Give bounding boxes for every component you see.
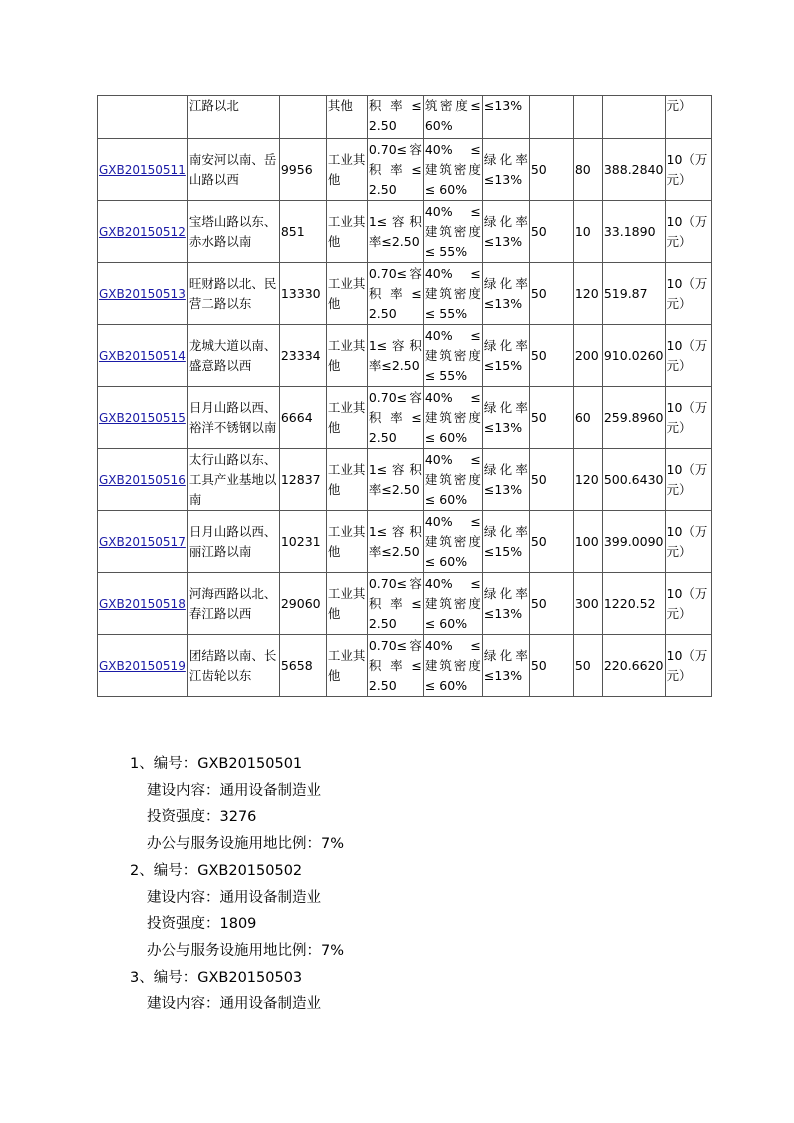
cell-years xyxy=(529,96,573,139)
cell-price: 399.0090 xyxy=(602,511,665,573)
cell-far: 0.70≤容积 率 ≤ 2.50 xyxy=(367,573,423,635)
cell-green: 绿化率≤15% xyxy=(482,325,529,387)
cell-location: 宝塔山路以东、赤水路以南 xyxy=(187,201,279,263)
cell-years: 50 xyxy=(529,573,573,635)
cell-area: 12837 xyxy=(279,449,326,511)
cell-density: 40% ≤ 建筑密度≤ 55% xyxy=(423,201,482,263)
list-detail-line: 建设内容：通用设备制造业 xyxy=(147,782,321,799)
cell-far: 积 率 ≤ 2.50 xyxy=(367,96,423,139)
table-row-continued xyxy=(98,96,712,139)
cell-use: 其他 xyxy=(326,96,367,139)
parcel-code-link[interactable]: GXB20150514 xyxy=(98,325,188,387)
cell-green: 绿化率≤13% xyxy=(482,449,529,511)
cell-density: 40% ≤ 建筑密度≤ 55% xyxy=(423,325,482,387)
cell-area: 6664 xyxy=(279,387,326,449)
cell-deposit: 元） xyxy=(665,96,711,139)
table-row xyxy=(98,449,712,511)
cell-density: 40% ≤ 建筑密度≤ 55% xyxy=(423,263,482,325)
cell-use: 工业其他 xyxy=(326,573,367,635)
table-row xyxy=(98,511,712,573)
cell-deposit: 10（万元） xyxy=(665,325,711,387)
cell-location: 龙城大道以南、盛意路以西 xyxy=(187,325,279,387)
table-row xyxy=(98,573,712,635)
cell-price: 519.87 xyxy=(602,263,665,325)
cell-green: 绿化率≤15% xyxy=(482,511,529,573)
cell-green: 绿化率≤13% xyxy=(482,201,529,263)
cell-location: 河海西路以北、春江路以西 xyxy=(187,573,279,635)
list-detail-line: 办公与服务设施用地比例：7% xyxy=(147,942,345,959)
table-row xyxy=(98,139,712,201)
cell-deposit: 10（万元） xyxy=(665,635,711,697)
cell-far: 1≤容积率≤2.50 xyxy=(367,325,423,387)
cell-deposit: 10（万元） xyxy=(665,201,711,263)
table-body xyxy=(98,96,712,697)
cell-green: 绿化率≤13% xyxy=(482,139,529,201)
list-detail-line: 办公与服务设施用地比例：7% xyxy=(147,836,345,853)
cell-density: 40% ≤ 建筑密度≤ 60% xyxy=(423,635,482,697)
cell-count: 300 xyxy=(573,573,602,635)
cell-green: 绿化率≤13% xyxy=(482,263,529,325)
list-detail-line: 投资强度：3276 xyxy=(147,809,257,826)
table-row xyxy=(98,325,712,387)
parcel-code-link[interactable]: GXB20150515 xyxy=(98,387,188,449)
cell-location: 日月山路以西、裕洋不锈钢以南 xyxy=(187,387,279,449)
cell-years: 50 xyxy=(529,139,573,201)
cell-price: 388.2840 xyxy=(602,139,665,201)
cell-use: 工业其他 xyxy=(326,201,367,263)
parcel-code-link[interactable]: GXB20150519 xyxy=(98,635,188,697)
cell-density: 40% ≤ 建筑密度≤ 60% xyxy=(423,449,482,511)
cell-price xyxy=(602,96,665,139)
land-parcel-table xyxy=(97,95,712,697)
cell-use: 工业其他 xyxy=(326,387,367,449)
cell-location: 日月山路以西、丽江路以南 xyxy=(187,511,279,573)
parcel-code-link[interactable]: GXB20150511 xyxy=(98,139,188,201)
list-detail-line: 投资强度：1809 xyxy=(147,916,257,933)
cell-use: 工业其他 xyxy=(326,263,367,325)
cell-deposit: 10（万元） xyxy=(665,449,711,511)
cell-green: 绿化率≤13% xyxy=(482,387,529,449)
cell-use: 工业其他 xyxy=(326,449,367,511)
cell-location: 南安河以南、岳山路以西 xyxy=(187,139,279,201)
cell-years: 50 xyxy=(529,325,573,387)
cell-density: 40% ≤ 建筑密度≤ 60% xyxy=(423,573,482,635)
cell-years: 50 xyxy=(529,263,573,325)
parcel-code-link[interactable]: GXB20150513 xyxy=(98,263,188,325)
cell-price: 33.1890 xyxy=(602,201,665,263)
cell-count: 200 xyxy=(573,325,602,387)
cell-area: 13330 xyxy=(279,263,326,325)
cell-location: 江路以北 xyxy=(187,96,279,139)
cell-area xyxy=(279,96,326,139)
list-item-heading: 3、编号：GXB20150503 xyxy=(130,969,303,986)
cell-location: 旺财路以北、民营二路以东 xyxy=(187,263,279,325)
table-row xyxy=(98,263,712,325)
cell-far: 1≤容积率≤2.50 xyxy=(367,449,423,511)
cell-density: 40% ≤ 建筑密度≤ 60% xyxy=(423,387,482,449)
list-item-heading: 1、编号：GXB20150501 xyxy=(130,756,303,772)
cell-density: 40% ≤ 建筑密度≤ 60% xyxy=(423,511,482,573)
cell-years: 50 xyxy=(529,635,573,697)
cell-area: 29060 xyxy=(279,573,326,635)
parcel-code-link[interactable]: GXB20150518 xyxy=(98,573,188,635)
cell-far: 0.70≤容积 率 ≤ 2.50 xyxy=(367,387,423,449)
list-detail-line: 建设内容：通用设备制造业 xyxy=(147,996,321,1013)
cell-location: 团结路以南、长江齿轮以东 xyxy=(187,635,279,697)
cell-count: 10 xyxy=(573,201,602,263)
cell-density: 40% ≤ 建筑密度≤ 60% xyxy=(423,139,482,201)
parcel-code-link[interactable]: GXB20150512 xyxy=(98,201,188,263)
cell-years: 50 xyxy=(529,449,573,511)
cell-area: 23334 xyxy=(279,325,326,387)
cell-count: 120 xyxy=(573,449,602,511)
cell-years: 50 xyxy=(529,387,573,449)
cell-deposit: 10（万元） xyxy=(665,139,711,201)
cell-far: 0.70≤容积 率 ≤ 2.50 xyxy=(367,263,423,325)
parcel-code-link[interactable]: GXB20150517 xyxy=(98,511,188,573)
cell-use: 工业其他 xyxy=(326,511,367,573)
cell-price: 1220.52 xyxy=(602,573,665,635)
cell-price: 500.6430 xyxy=(602,449,665,511)
cell-deposit: 10（万元） xyxy=(665,387,711,449)
table-row xyxy=(98,387,712,449)
cell-deposit: 10（万元） xyxy=(665,263,711,325)
cell-code xyxy=(98,96,188,139)
parcel-code-link[interactable]: GXB20150516 xyxy=(98,449,188,511)
list-item-heading: 2、编号：GXB20150502 xyxy=(130,862,303,879)
cell-price: 259.8960 xyxy=(602,387,665,449)
cell-years: 50 xyxy=(529,201,573,263)
cell-count: 50 xyxy=(573,635,602,697)
cell-price: 220.6620 xyxy=(602,635,665,697)
cell-location: 太行山路以东、工具产业基地以南 xyxy=(187,449,279,511)
cell-count xyxy=(573,96,602,139)
cell-density: 筑密度≤ 60% xyxy=(423,96,482,139)
cell-use: 工业其他 xyxy=(326,325,367,387)
cell-green: 绿化率≤13% xyxy=(482,573,529,635)
cell-deposit: 10（万元） xyxy=(665,511,711,573)
cell-area: 10231 xyxy=(279,511,326,573)
cell-count: 60 xyxy=(573,387,602,449)
cell-deposit: 10（万元） xyxy=(665,573,711,635)
parcel-detail-list xyxy=(130,751,344,1018)
cell-far: 1≤容积率≤2.50 xyxy=(367,511,423,573)
table-row xyxy=(98,201,712,263)
cell-green: ≤13% xyxy=(482,96,529,139)
cell-far: 0.70≤容积 率 ≤ 2.50 xyxy=(367,635,423,697)
cell-use: 工业其他 xyxy=(326,635,367,697)
cell-area: 851 xyxy=(279,201,326,263)
cell-count: 100 xyxy=(573,511,602,573)
cell-green: 绿化率≤13% xyxy=(482,635,529,697)
cell-area: 9956 xyxy=(279,139,326,201)
cell-count: 120 xyxy=(573,263,602,325)
cell-far: 0.70≤容积 率 ≤ 2.50 xyxy=(367,139,423,201)
cell-years: 50 xyxy=(529,511,573,573)
cell-area: 5658 xyxy=(279,635,326,697)
cell-use: 工业其他 xyxy=(326,139,367,201)
cell-price: 910.0260 xyxy=(602,325,665,387)
cell-count: 80 xyxy=(573,139,602,201)
list-detail-line: 建设内容：通用设备制造业 xyxy=(147,889,321,906)
table-row xyxy=(98,635,712,697)
cell-far: 1≤容积率≤2.50 xyxy=(367,201,423,263)
